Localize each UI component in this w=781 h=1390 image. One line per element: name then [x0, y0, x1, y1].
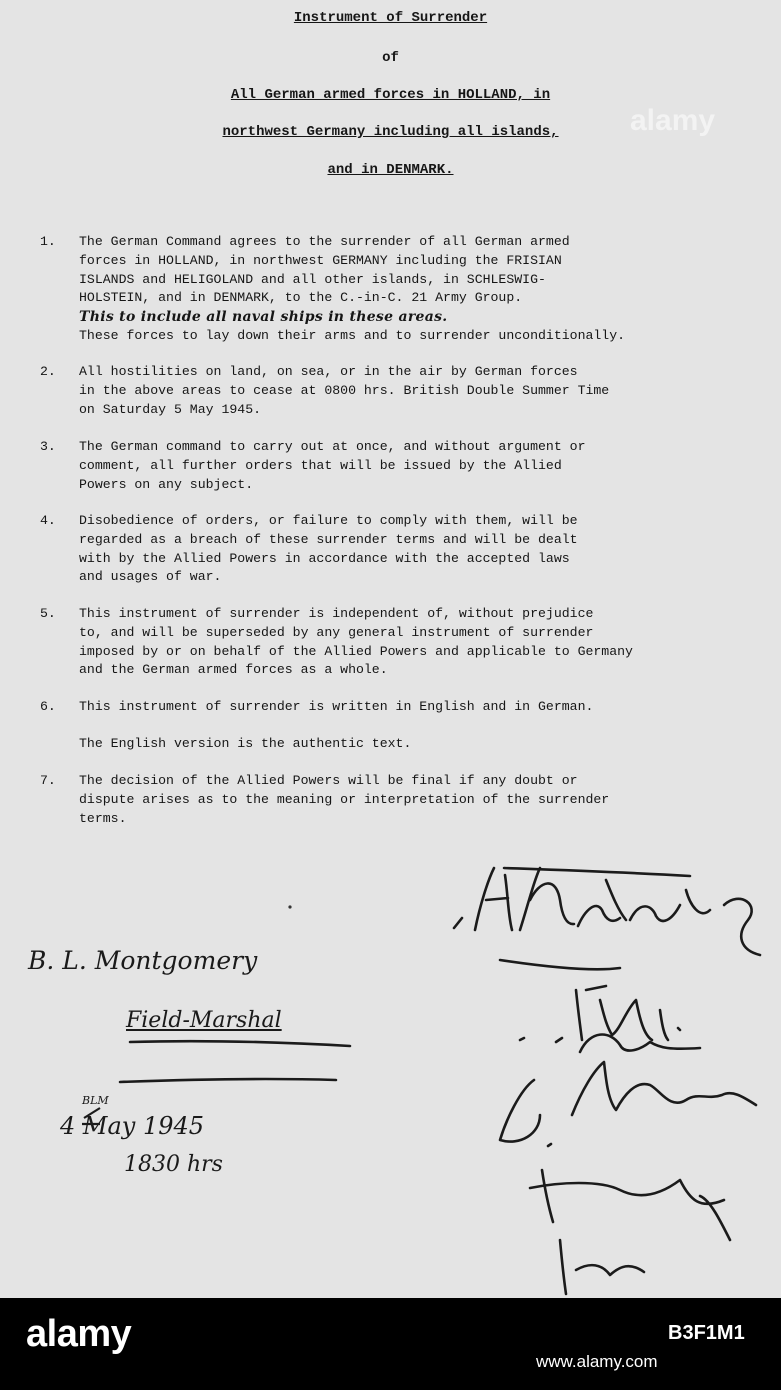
paragraph-number: 3. [40, 439, 56, 454]
title-line-germany: northwest Germany including all islands, [222, 124, 559, 140]
paragraph-line: Powers on any subject. [79, 476, 254, 492]
paragraph-line: All hostilities on land, on sea, or in the air by German forces [79, 364, 578, 379]
paragraph-number: 1. [40, 234, 56, 249]
title-of: of [382, 50, 399, 66]
paragraph-line: These forces to lay down their arms and to surrender unconditionally. [79, 327, 626, 343]
paragraph-line: This instrument of surrender is independent of, without prejudice [79, 606, 594, 621]
field-marshal-title: Field-Marshal [126, 1008, 282, 1033]
document-title: Instrument of Surrender [293, 10, 488, 26]
title-line-holland: All German armed forces in HOLLAND, in [230, 87, 551, 103]
title-line-denmark: and in DENMARK. [327, 162, 454, 178]
paragraph-line: regarded as a breach of these surrender terms and will be dealt [79, 531, 578, 547]
paragraph-line: HOLSTEIN, and in DENMARK, to the C.-in-C. 21 Army Group. [79, 290, 523, 306]
montgomery-underline [120, 1079, 336, 1082]
alamy-logo: alamy [26, 1313, 132, 1355]
paragraph-line: ISLANDS and HELIGOLAND and all other islands, in SCHLESWIG- [79, 271, 546, 287]
english-version-note: The English version is the authentic text. [79, 736, 412, 751]
paragraph-number: 2. [40, 364, 56, 379]
paragraph-number: 6. [40, 699, 56, 714]
paragraph-line: comment, all further orders that will be issued by the Allied [79, 457, 562, 473]
paragraph-line: imposed by or on behalf of the Allied Powers and applicable to Germany [79, 643, 633, 659]
paragraph-line: with by the Allied Powers in accordance with the accepted laws [79, 550, 570, 566]
paragraph-line: The German Command agrees to the surrender of all German armed [79, 234, 570, 249]
paragraph-line: in the above areas to cease at 0800 hrs. British Double Summer Time [79, 382, 610, 398]
paragraph-line: This instrument of surrender is written in English and in German. [79, 699, 594, 714]
montgomery-signature: B. L. Montgomery [28, 946, 258, 975]
paragraph-number: 5. [40, 606, 56, 621]
initials: BLM [82, 1094, 109, 1107]
paragraph-line: Disobedience of orders, or failure to comply with them, will be [79, 513, 578, 528]
paragraph-line: dispute arises as to the meaning or interpretation of the surrender [79, 791, 610, 807]
image-id: B3F1M1 [668, 1322, 745, 1344]
paragraph-line: and usages of war. [79, 569, 222, 585]
signing-date: 4 May 1945 [60, 1112, 205, 1140]
paragraph-line: terms. [79, 810, 127, 826]
stock-url: www.alamy.com [536, 1352, 658, 1371]
paragraph-line: The German command to carry out at once, and without argument or [79, 439, 586, 454]
paragraph-line: forces in HOLLAND, in northwest GERMANY including the FRISIAN [79, 252, 562, 268]
paragraph-line: on Saturday 5 May 1945. [79, 401, 262, 417]
signing-time: 1830 hrs [124, 1152, 223, 1177]
paragraph-number: 4. [40, 513, 56, 528]
paragraph-line: The decision of the Allied Powers will be final if any doubt or [79, 773, 578, 788]
handwritten-insert: This to include all naval ships in these areas. [79, 309, 448, 326]
paragraph-line: and the German armed forces as a whole. [79, 662, 388, 678]
watermark: alamy [630, 104, 716, 137]
paragraph-line: to, and will be superseded by any general instrument of surrender [79, 624, 594, 640]
paragraph-number: 7. [40, 773, 56, 788]
